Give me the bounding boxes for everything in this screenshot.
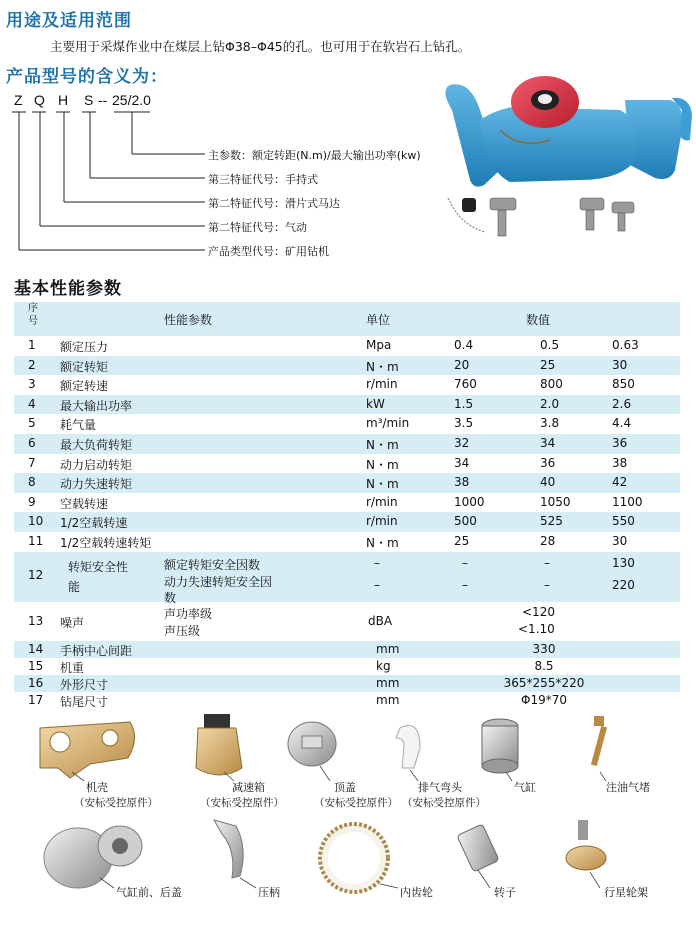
- table-header: [14, 302, 680, 336]
- row-param: 手柄中心间距: [60, 643, 133, 658]
- table-row: [14, 395, 680, 415]
- row-number: 11: [28, 534, 44, 548]
- row-value-1: 38: [454, 475, 470, 490]
- row-value-1: <120: [522, 604, 555, 619]
- row-sub-2a: 动力失速转矩安全因: [164, 574, 273, 589]
- row-unit: r/min: [366, 514, 398, 529]
- row-param: 空载转速: [60, 496, 109, 511]
- header-unit: 单位: [366, 313, 391, 327]
- row-number: 10: [28, 514, 44, 529]
- row-value-2: 25: [540, 357, 556, 372]
- row-value-3: 4.4: [612, 416, 632, 431]
- table-row: [14, 473, 680, 493]
- usage-title: 用途及适用范围: [6, 11, 132, 31]
- row-number: 16: [28, 675, 44, 690]
- header-value: 数值: [526, 313, 551, 327]
- row-value-3: 0.63: [612, 338, 639, 352]
- row-value-1: 1000: [454, 494, 485, 509]
- row-number: 14: [28, 641, 44, 656]
- row-param: 额定转矩: [60, 359, 109, 374]
- part-label-rotor: 转子: [494, 886, 516, 899]
- row-value-1: 20: [454, 357, 470, 372]
- row-param: 外形尺寸: [60, 677, 109, 692]
- row-value-3: 850: [612, 377, 635, 392]
- table-row: [14, 658, 680, 675]
- row-value-2: 525: [540, 514, 563, 529]
- row-value-3: 30: [612, 357, 628, 372]
- row-unit: N・m: [366, 359, 399, 374]
- row-value-3: 38: [612, 455, 628, 470]
- row-value-1: 0.4: [454, 338, 474, 352]
- row-sub-1: 声功率级: [164, 606, 213, 621]
- row-value-1: 760: [454, 377, 477, 392]
- row-param: 耗气量: [60, 418, 97, 433]
- drill-product-image: [440, 70, 696, 250]
- table-row: [14, 434, 680, 454]
- table-row: [14, 454, 680, 474]
- part-note-gearbox: （安标受控原件）: [200, 797, 284, 809]
- row-unit: r/min: [366, 377, 398, 392]
- row-sub-1: 额定转矩安全因数: [164, 557, 261, 572]
- table-row: [14, 375, 680, 395]
- row-value-3: 30: [612, 534, 628, 548]
- part-label-cylinder: 气缸: [514, 781, 536, 794]
- part-label-press-handle: 压柄: [258, 886, 280, 899]
- row-value-2b: –: [544, 577, 550, 592]
- housing-part: [40, 722, 135, 778]
- row-value-2: 0.5: [540, 338, 560, 352]
- table-row-13: [14, 604, 680, 640]
- code-annotation-2b: 第二特征代号：气动: [208, 221, 307, 234]
- row-value-1b: –: [544, 555, 550, 570]
- row-param: 1/2空载转速转矩: [60, 536, 152, 550]
- row-value-2: 800: [540, 377, 563, 392]
- row-unit: N・m: [366, 438, 399, 452]
- row-value-1: 32: [454, 436, 470, 450]
- row-value: 365*255*220: [503, 675, 585, 690]
- row-number: 15: [28, 658, 44, 673]
- table-row-12: [14, 552, 680, 605]
- table-row: [14, 692, 680, 709]
- row-number: 2: [28, 357, 36, 372]
- model-code-lines: [0, 0, 220, 260]
- row-unit: dBA: [368, 613, 393, 628]
- row-param: 动力失速转矩: [60, 477, 133, 492]
- perf-title: 基本性能参数: [14, 279, 122, 299]
- row-value-3: 36: [612, 436, 628, 450]
- part-label-top-cover: 顶盖: [334, 781, 356, 794]
- code-dash: --: [98, 92, 108, 108]
- row-number: 4: [28, 396, 36, 411]
- row-value-2c: 220: [612, 577, 635, 592]
- row-unit: r/min: [366, 494, 398, 509]
- table-row: [14, 493, 680, 513]
- row-value-1: 3.5: [454, 416, 474, 431]
- row-unit: mm: [376, 675, 400, 690]
- code-annotation-2a: 第二特征代号：滑片式马达: [208, 197, 340, 210]
- row-unit: Mpa: [366, 338, 392, 352]
- table-row: [14, 512, 680, 532]
- row-value-2: 3.8: [540, 416, 560, 431]
- row-param: 最大负荷转矩: [60, 438, 133, 452]
- header-no: 序号: [28, 303, 38, 327]
- row-number: 6: [28, 436, 36, 450]
- row-value-1a: –: [462, 555, 468, 570]
- part-note-top-cover: （安标受控原件）: [314, 797, 398, 809]
- part-label-oil-plug: 注油气堵: [606, 781, 650, 794]
- table-row: [14, 532, 680, 552]
- row-param-a: 转矩安全性: [68, 559, 129, 574]
- row-number: 13: [28, 613, 44, 628]
- row-param: 额定转速: [60, 379, 109, 394]
- code-annotation-type: 产品类型代号：矿用钻机: [208, 245, 329, 258]
- row-value-1c: 130: [612, 555, 635, 570]
- row-param: 机重: [60, 660, 85, 675]
- code-letter-q: Q: [34, 92, 47, 108]
- row-value-3: 2.6: [612, 396, 632, 411]
- row-value-2: <1.10: [518, 621, 555, 636]
- code-annotation-main: 主参数：额定转距(N.m)/最大输出功率(kw): [208, 149, 421, 162]
- row-number: 1: [28, 338, 36, 352]
- row-value-2: 40: [540, 475, 556, 490]
- part-label-inner-gear: 内齿轮: [400, 886, 433, 899]
- row-unit-2: –: [374, 577, 380, 592]
- row-value-2: 1050: [540, 494, 571, 509]
- model-title: 产品型号的含义为：: [6, 67, 168, 87]
- row-unit: kW: [366, 396, 385, 411]
- row-value: 330: [532, 641, 556, 656]
- row-unit: N・m: [366, 457, 399, 472]
- row-sub-2b: 数: [164, 590, 177, 605]
- part-note-exhaust-elbow: （安标受控原件）: [402, 797, 486, 809]
- row-unit-1: –: [374, 555, 380, 570]
- row-value-2: 36: [540, 455, 556, 470]
- row-param: 1/2空载转速: [60, 516, 128, 531]
- code-letter-s: S: [84, 92, 96, 108]
- row-value-3: 1100: [612, 494, 643, 509]
- row-value-2a: –: [462, 577, 468, 592]
- part-label-gearbox: 减速箱: [232, 781, 265, 794]
- row-unit: m³/min: [366, 416, 410, 431]
- table-row: [14, 675, 680, 692]
- row-value-2: 2.0: [540, 396, 560, 411]
- row-param-b: 能: [68, 579, 81, 594]
- parts-images: [0, 708, 696, 930]
- row-param: 额定压力: [60, 340, 109, 354]
- row-value-3: 42: [612, 475, 628, 490]
- part-note-housing: （安标受控原件）: [74, 797, 158, 809]
- header-param: 性能参数: [164, 313, 213, 327]
- row-param: 钻尾尺寸: [60, 694, 109, 709]
- part-label-planet-carrier: 行星轮架: [604, 886, 648, 899]
- row-value-2: 34: [540, 436, 556, 450]
- table-row: [14, 336, 680, 356]
- row-number: 7: [28, 455, 36, 470]
- row-value-3: 550: [612, 514, 635, 529]
- usage-text: 主要用于采煤作业中在煤层上钻Φ38–Φ45的孔。也可用于在软岩石上钻孔。: [50, 39, 471, 54]
- table-row: [14, 414, 680, 434]
- row-param: 噪声: [60, 615, 85, 630]
- code-annotation-3: 第三特征代号：手持式: [208, 173, 318, 186]
- row-unit: N・m: [366, 477, 399, 492]
- row-value-1: 34: [454, 455, 470, 470]
- row-value-1: 1.5: [454, 396, 474, 411]
- row-number: 9: [28, 494, 36, 509]
- row-value-1: 500: [454, 514, 477, 529]
- row-sub-2: 声压级: [164, 623, 201, 638]
- row-value: 8.5: [534, 658, 554, 673]
- row-unit: mm: [376, 692, 400, 707]
- row-number: 12: [28, 567, 44, 582]
- row-param: 最大输出功率: [60, 398, 133, 413]
- code-letter-h: H: [58, 92, 71, 108]
- row-param: 动力启动转矩: [60, 457, 133, 472]
- row-value-2: 28: [540, 534, 556, 548]
- part-label-housing: 机壳: [86, 781, 108, 794]
- table-row: [14, 356, 680, 376]
- row-unit: kg: [376, 658, 391, 673]
- row-value-1: 25: [454, 534, 470, 548]
- table-row: [14, 641, 680, 658]
- part-label-cylinder-covers: 气缸前、后盖: [116, 886, 182, 899]
- row-number: 5: [28, 416, 36, 431]
- code-main-param: 25/2.0: [112, 92, 151, 108]
- part-label-exhaust-elbow: 排气弯头: [418, 781, 462, 794]
- code-letter-z: Z: [14, 92, 25, 108]
- row-number: 3: [28, 377, 36, 392]
- row-number: 17: [28, 692, 44, 707]
- row-number: 8: [28, 475, 36, 490]
- row-value: Φ19*70: [521, 692, 567, 707]
- row-unit: mm: [376, 641, 400, 656]
- row-unit: N・m: [366, 536, 399, 550]
